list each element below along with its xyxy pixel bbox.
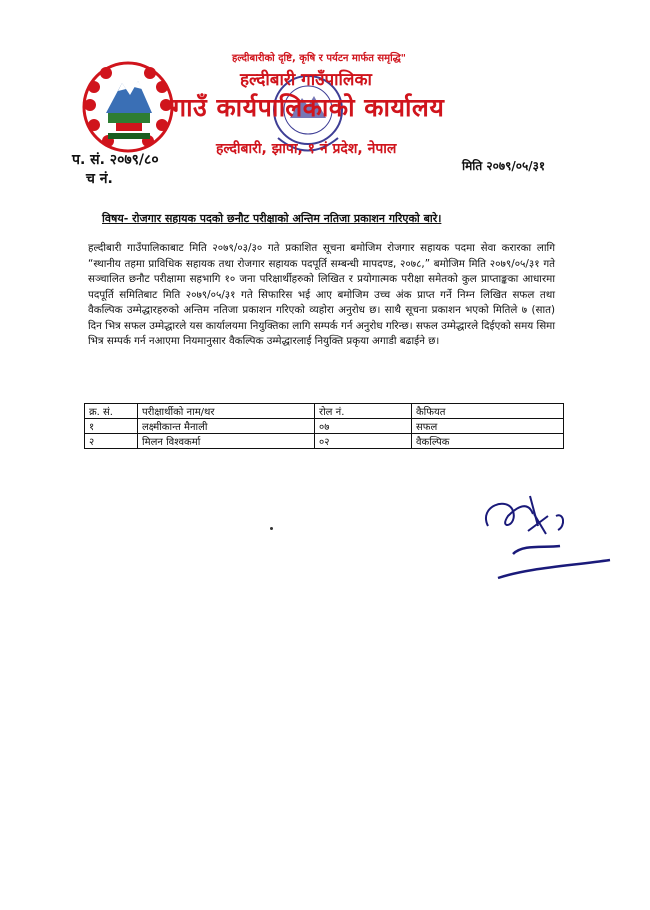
cell-remarks: वैकल्पिक (412, 434, 564, 449)
stray-dot (270, 527, 273, 530)
results-table (84, 403, 564, 449)
cell-serial: २ (85, 434, 138, 449)
dispatch-number: च नं. (86, 171, 113, 187)
office-name: हल्दीबारी गाउँपालिका (240, 70, 372, 90)
cell-roll-number: ०७ (315, 419, 412, 434)
reference-number: प. सं. २०७९/८० (72, 152, 159, 168)
table-row (85, 434, 564, 449)
cell-candidate-name: लक्ष्मीकान्त मैनाली (138, 419, 315, 434)
slogan: हल्दीबारीको दृष्टि, कृषि र पर्यटन मार्फत समृद्धि" (232, 53, 406, 64)
cell-serial: १ (85, 419, 138, 434)
header-roll-number: रोल नं. (315, 404, 412, 419)
header-serial: क्र. सं. (85, 404, 138, 419)
cell-roll-number: ०२ (315, 434, 412, 449)
cell-candidate-name: मिलन विश्वकर्मा (138, 434, 315, 449)
header-remarks: कैफियत (412, 404, 564, 419)
table-header-row (85, 404, 564, 419)
subject-line: विषय- रोजगार सहायक पदको छनौट परीक्षाको अन्तिम नतिजा प्रकाशन गरिएको बारे। (102, 212, 442, 225)
header-candidate-name: परीक्षार्थीको नाम/थर (138, 404, 315, 419)
letter-date: मिति २०७९/०५/३१ (462, 159, 546, 173)
cell-remarks: सफल (412, 419, 564, 434)
office-address: हल्दीबारी, झापा, १ नं प्रदेश, नेपाल (216, 141, 397, 157)
handwritten-signature (468, 486, 618, 596)
body-paragraph: हल्दीबारी गाउँपालिकाबाट मिति २०७९/०३/३० गते प्रकाशित सूचना बमोजिम रोजगार सहायक पदमा सेवा करारका लागि “स्थानीय तहमा प्राविधिक सहायक तथा रोजगार सहायक पदपूर्ति सम्बन्धी मापदण्ड, २०७८,” बमोजिम मिति २०७९/०५/३१ गते सञ्चालित छनौट परीक्षामा सहभागि १० जना परिक्षार्थीहरुको लिखित र प्रयोगात्मक परीक्षा समेतको कुल प्राप्ताङ्कका आधारमा पदपूर्ति समितिबाट मिति २०७९/०५/३१ गते सिफारिस भई आए बमोजिम उच्च अंक प्राप्त गर्ने निम्न लिखित सफल तथा वैकल्पिक उम्मेद्धारहरुको अन्तिम नतिजा प्रकाशन गरिएको व्यहोरा अनुरोध छ। साथै सूचना प्रकाशन भएको मितिले ७ (सात) दिन भित्र सफल उम्मेद्धारले यस कार्यालयमा नियुक्तिका लागि सम्पर्क गर्न अनुरोध गरिन्छ। सफल उम्मेद्धारले दिईएको समय सिमा भित्र सम्पर्क गर्न नआएमा नियमानुसार वैकल्पिक उम्मेद्धारलाई नियुक्ति प्रकृया अगाडी बढाईने छ। (88, 242, 555, 347)
table-row (85, 419, 564, 434)
office-title: गाउँ कार्यपालिकाको कार्यालय (172, 93, 445, 122)
emblem-logo (78, 55, 178, 155)
